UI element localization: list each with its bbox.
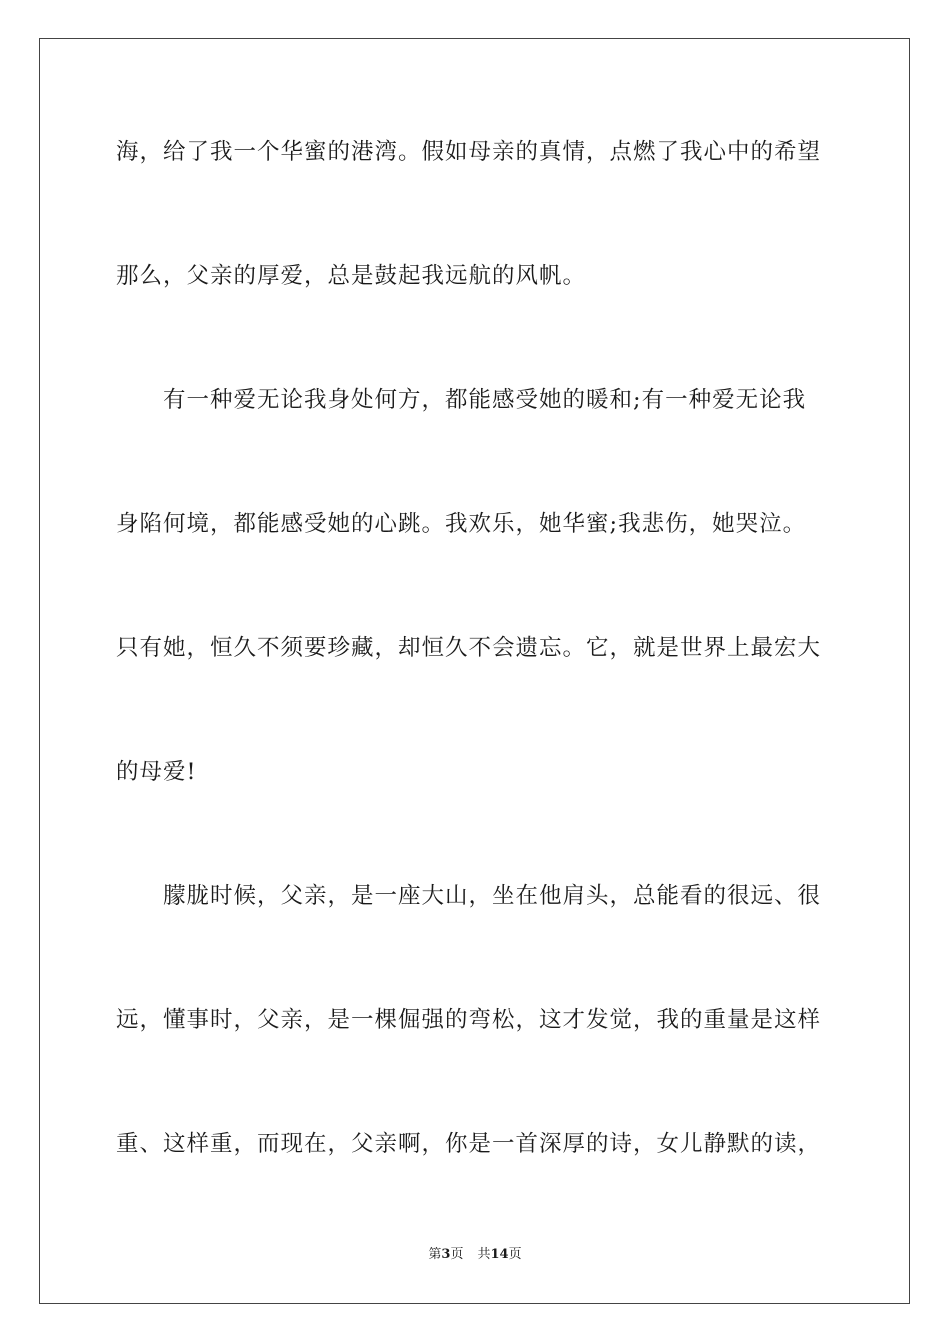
body-text-line: 只有她，恒久不须要珍藏，却恒久不会遗忘。它，就是世界上最宏大 [116, 635, 822, 661]
body-text-line: 的母爱! [116, 759, 197, 785]
body-text-line: 远，懂事时，父亲，是一棵倔强的弯松，这才发觉，我的重量是这样 [116, 1007, 822, 1033]
total-label-prefix: 共 [477, 1247, 491, 1262]
body-text-line: 重、这样重，而现在，父亲啊，你是一首深厚的诗，女儿静默的读， [116, 1131, 822, 1157]
page-label-prefix: 第 [428, 1247, 442, 1262]
total-page-count: 14 [490, 1247, 509, 1262]
body-text-line: 身陷何境，都能感受她的心跳。我欢乐，她华蜜;我悲伤，她哭泣。 [116, 511, 807, 537]
body-text-line: 海，给了我一个华蜜的港湾。假如母亲的真情，点燃了我心中的希望 [116, 139, 822, 165]
body-text-line: 那么，父亲的厚爱，总是鼓起我远航的风帆。 [116, 263, 587, 289]
paragraph-first-line: 朦胧时候，父亲，是一座大山，坐在他肩头，总能看的很远、很 [163, 883, 822, 909]
page-label-suffix: 页 [450, 1247, 464, 1262]
paragraph-first-line: 有一种爱无论我身处何方，都能感受她的暖和;有一种爱无论我 [163, 387, 807, 413]
current-page-number: 3 [441, 1247, 451, 1262]
page-border [39, 38, 910, 1304]
page-footer [0, 1246, 950, 1264]
total-label-suffix: 页 [508, 1247, 522, 1262]
